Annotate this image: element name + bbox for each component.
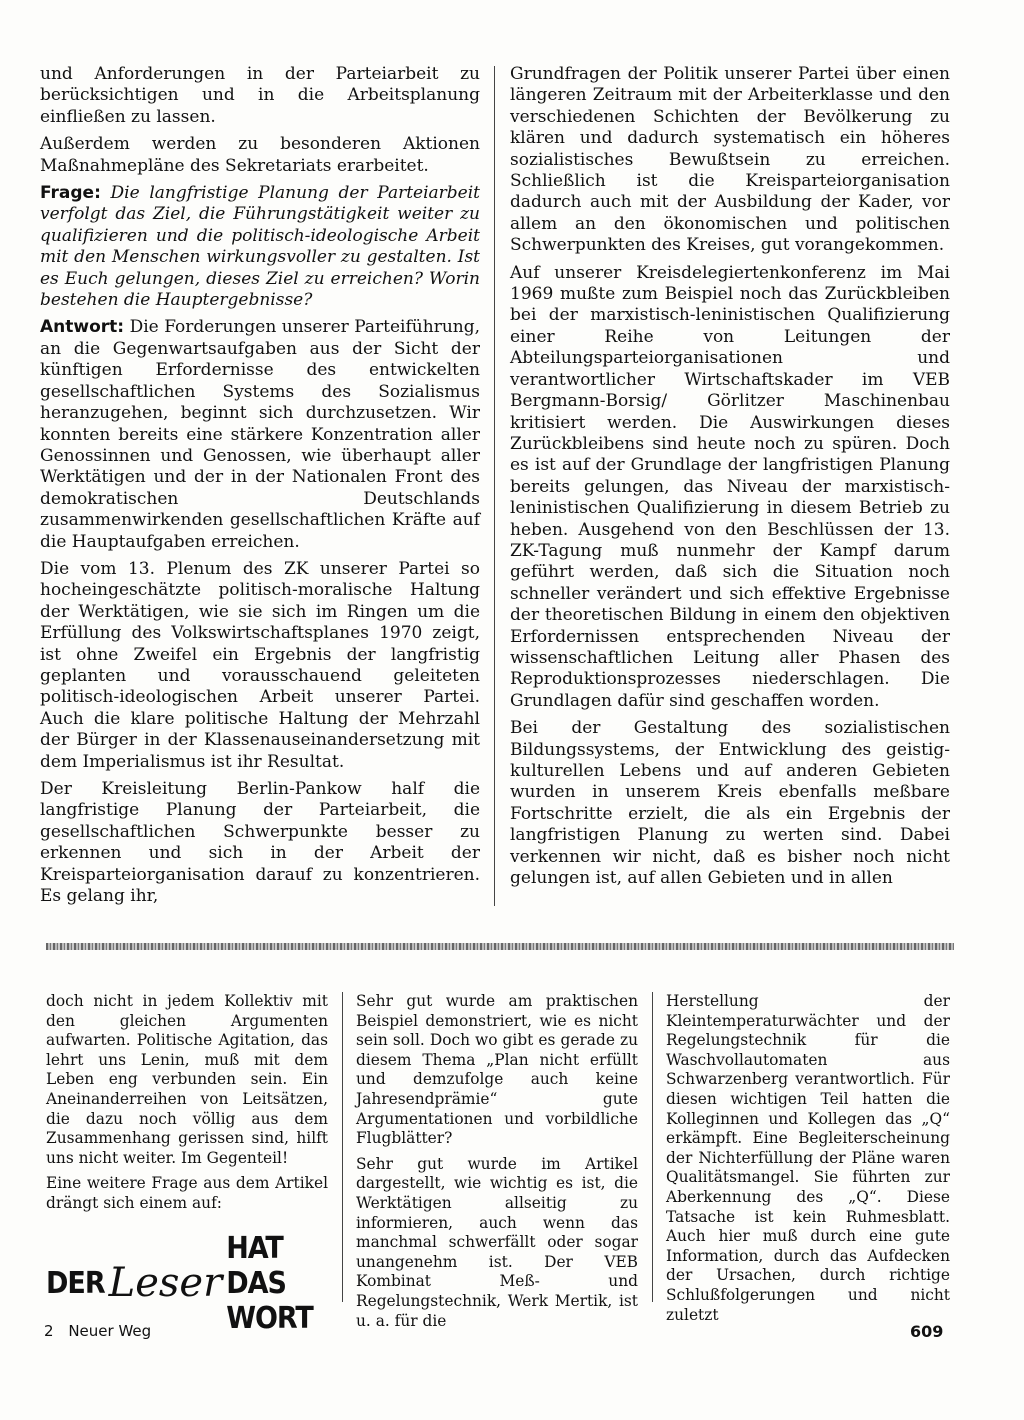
column-divider (494, 66, 495, 906)
paragraph: Eine weitere Frage aus dem Artikel drängt sich einem auf: (46, 1174, 328, 1212)
masthead-hat-das-wort: HAT DAS WORT (226, 1230, 313, 1336)
paragraph: Bei der Gestaltung des sozialistischen Bildungssystems, der Entwicklung des geistig-kulturellen Lebens und auf anderen Gebieten wurden in unserem Kreis ebenfalls meßbare Fortschritte erzielt, die als ein Ergebnis der langfristigen Planung zu werten sind. Dabei verkennen wir nicht, daß es bisher noch nicht gelungen ist, auf allen Gebieten und in allen (510, 718, 950, 889)
paragraph: Auf unserer Kreisdelegiertenkonferenz im Mai 1969 mußte zum Beispiel noch das Zurückbleiben bei der marxistisch-leninistischen Qualifizierung einer Reihe von Leitungen der Abteilungsparteiorganisationen und verantwortlicher Wirtschaftskader im VEB Bergmann-Borsig/ Görlitzer Maschinenbau kritisiert werden. Die Auswirkungen dieses Zurückbleibens sind heute noch zu spüren. Doch es ist auf der Grundlage der langfristigen Planung bereits gelungen, das Niveau der marxistisch-leninistischen Qualifizierung in diesem Betrieb zu heben. Ausgehend von den Beschlüssen der 13. ZK-Tagung muß nunmehr der Kampf darum geführt werden, daß sich die Situation noch schneller verändert und sich effektive Ergebnisse der theoretischen Bildung in einem den objektiven Erfordernissen entsprechenden Niveau der wissenschaftlichen Leitung aller Phasen des Reproduktionsprozesses niederschlagen. Die Grundlagen dafür sind geschaffen worden. (510, 262, 950, 711)
answer-paragraph (40, 317, 480, 552)
paragraph: Grundfragen der Politik unserer Partei über einen längeren Zeitraum mit der Arbeiterklasse und den verschiedenen Schichten der Bevölkerung zu klären und dadurch systematisch ein höheres sozialistisches Bewußtsein zu erreichen. Schließlich ist die Kreisparteiorganisation dadurch auch mit der Ausbildung der Kader, vor allem an den ökonomischen und politischen Schwerpunkten des Kreises, gut vorangekommen. (510, 64, 950, 256)
answer-label: Antwort: (40, 317, 125, 338)
column-divider (652, 992, 653, 1302)
bottom-column-1 (46, 992, 328, 1214)
bottom-column-3 (666, 992, 950, 1325)
paragraph: Die vom 13. Plenum des ZK unserer Partei so hocheingeschätzte politisch-moralische Haltung der Werktätigen, wie sie sich im Ringen um die Erfüllung des Volkswirtschaftsplanes 1970 zeigt, ist ohne Zweifel ein Ergebnis der langfristig geplanten und vorausschauend geleiteten politisch-ideologischen Arbeit unserer Partei. Auch die klare politische Haltung der Mehrzahl der Bürger in der Klassenauseinandersetzung mit dem Imperialismus ist ihr Resultat. (40, 558, 480, 772)
publication-name: Neuer Weg (68, 1322, 152, 1340)
masthead-leser: Leser (108, 1260, 223, 1306)
page-number: 609 (910, 1322, 944, 1341)
question-text: Die langfristige Planung der Parteiarbeit verfolgt das Ziel, die Führungstätigkeit weiter zu qualifizieren und die politisch-ideologische Arbeit mit den Menschen wirkungsvoller zu gestalten. Ist es Euch gelungen, dieses Ziel zu erreichen? Worin bestehen die Hauptergebnisse? (40, 183, 481, 311)
paragraph: Außerdem werden zu besonderen Aktionen Maßnahmepläne des Sekretariats erarbeitet. (40, 134, 480, 176)
page-footer (44, 1322, 151, 1340)
paragraph: und Anforderungen in der Parteiarbeit zu berücksichtigen und in die Arbeitsplanung einfließen zu lassen. (40, 64, 480, 127)
paragraph: Sehr gut wurde am praktischen Beispiel demonstriert, wie es nicht sein soll. Doch wo gibt es gerade zu diesem Thema „Plan nicht erfüllt und demzufolge auch keine Jahresendprämie“ gute Argumentationen und vorbildliche Flugblätter? (356, 992, 638, 1148)
paragraph: doch nicht in jedem Kollektiv mit den gleichen Argumenten aufwarten. Politische Agitation, das lehrt uns Lenin, muß mit dem Leben eng verbunden sein. Ein Aneinanderreihen von Leitsätzen, die dazu noch völlig aus dem Zusammenhang gerissen sind, hilft uns nicht weiter. Im Gegenteil! (46, 992, 328, 1167)
masthead-der: DER (46, 1265, 105, 1301)
paragraph: Sehr gut wurde im Artikel dargestellt, wie wichtig es ist, die Werktätigen allseitig zu informieren, auch wenn das manchmal schwerfällt oder sogar unangenehm ist. Der VEB Kombinat Meß- und Regelungstechnik, Werk Mertik, ist u. a. für die (356, 1154, 638, 1330)
paragraph: Herstellung der Kleintemperaturwächter und der Regelungstechnik für die Waschvollautomaten aus Schwarzenberg verantwortlich. Für diesen wichtigen Teil hatten die Kolleginnen und Kollegen das „Q“ erkämpft. Eine Begleiterscheinung der Nichterfüllung der Pläne waren Qualitätsmangel. Sie führten zur Aberkennung des „Q“. Diese Tatsache ist kein Ruhmesblatt. Auch hier muß durch eine gute Information, durch das Aufdecken der Ursachen, durch richtige Schlußfolgerungen und nicht zuletzt (666, 992, 950, 1324)
bottom-column-2 (356, 992, 638, 1331)
section-divider (46, 943, 954, 950)
question-paragraph (40, 183, 480, 311)
paragraph: Der Kreisleitung Berlin-Pankow half die langfristige Planung der Parteiarbeit, die gesellschaftlichen Schwerpunkte besser zu erkennen und sich in der Arbeit der Kreisparteiorganisation darauf zu konzentrieren. Es gelang ihr, (40, 779, 480, 907)
issue-number: 2 (44, 1322, 54, 1340)
top-right-column (510, 64, 950, 889)
question-label: Frage: (40, 183, 101, 204)
top-left-column (40, 64, 480, 907)
column-divider (342, 992, 343, 1302)
answer-text: Die Forderungen unserer Parteiführung, an die Gegenwartsaufgaben aus der Sicht der künftigen Erfordernisse des entwickelten gesellschaftlichen Systems des Sozialismus heranzugehen, beginnt sich durchzusetzen. Wir konnten bereits eine stärkere Konzentration aller Genossinnen und Genossen, wie überhaupt aller Werktätigen und der in der Nationalen Front des demokratischen Deutschlands zusammenwirkenden gesellschaftlichen Kräfte auf die Hauptaufgaben erreichen. (40, 317, 480, 552)
